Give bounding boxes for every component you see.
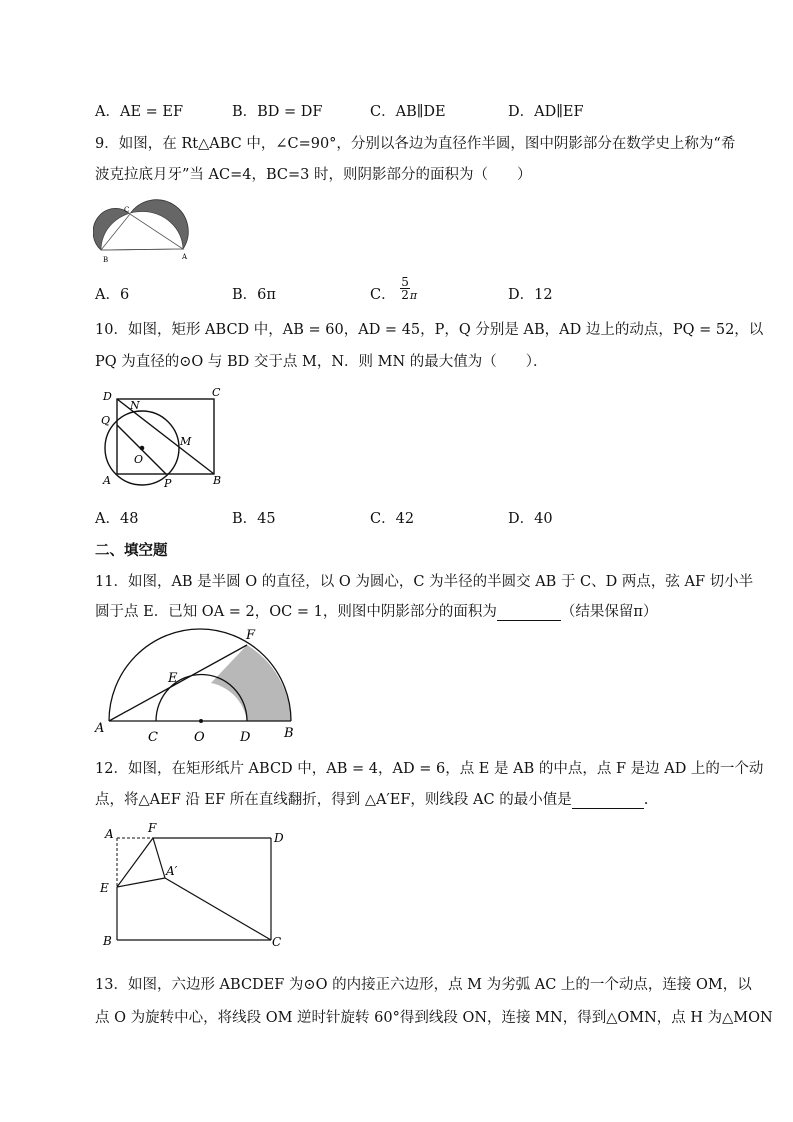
section-heading-fill-blank: 二、填空题 (95, 543, 168, 559)
svg-text:B: B (103, 934, 112, 948)
q10-option-d: D．40 (508, 511, 553, 527)
svg-text:E: E (100, 881, 109, 895)
q9-option-a: A．6 (95, 287, 130, 303)
q12-figure (98, 818, 288, 950)
svg-text:A: A (95, 721, 105, 736)
q8-option-b: B．BD = DF (232, 104, 323, 120)
q11-text-line1: 11．如图，AB 是半圆 O 的直径，以 O 为圆心，C 为半径的半圆交 AB 于 C、D 两点，弦 AF 切小半 (95, 574, 754, 590)
q10-option-a: A．48 (95, 511, 139, 527)
q10-text-line2: PQ 为直径的⊙O 与 BD 交于点 M，N．则 MN 的最大值为（ ）． (95, 354, 548, 370)
svg-text:O: O (134, 453, 144, 466)
q10-option-b: B．45 (232, 511, 276, 527)
q8-option-d: D．AD∥EF (508, 104, 584, 120)
q9-optc-denominator: 2 (401, 287, 409, 302)
svg-text:A′: A′ (166, 864, 178, 878)
svg-text:M: M (180, 435, 192, 448)
q13-text-line2: 点 O 为旋转中心，将线段 OM 逆时针旋转 60°得到线段 ON，连接 MN，得到△OMN，点 H 为△MON (95, 1010, 773, 1026)
q9-option-b: B．6π (232, 287, 276, 303)
svg-text:O: O (194, 730, 205, 744)
q12-answer-blank[interactable] (572, 794, 644, 809)
q10-option-c: C．42 (370, 511, 415, 527)
svg-text:N: N (130, 399, 140, 412)
q9-label-c: C (124, 206, 130, 214)
q11-text-line2: 圆于点 E．已知 OA = 2，OC = 1，则图中阴影部分的面积为 （结果保留π） (95, 604, 658, 620)
q8-option-a: A．AE = EF (95, 104, 184, 120)
q13-text-line1: 13．如图，六边形 ABCDEF 为⊙O 的内接正六边形，点 M 为劣弧 AC 上的一个动点，连接 OM，以 (95, 977, 752, 993)
svg-text:D: D (103, 390, 112, 403)
q10-figure (98, 383, 233, 493)
q9-text-line2: 波克拉底月牙”当 AC=4，BC=3 时，则阴影部分的面积为（ ） (95, 167, 532, 183)
q10-text-line1: 10．如图，矩形 ABCD 中，AB = 60，AD = 45，P，Q 分别是 AB，AD 边上的动点，PQ = 52，以 (95, 322, 764, 338)
q8-option-c: C．AB∥DE (370, 104, 446, 120)
q9-option-c: C． $\frac{5}{2}$ π (370, 274, 418, 303)
q9-optc-numerator: 5 (401, 274, 409, 289)
q9-figure (93, 194, 193, 266)
q9-label-b: B (103, 256, 109, 264)
svg-text:C: C (148, 730, 158, 744)
q9-optc-pi: π (409, 289, 418, 302)
q11-figure (90, 624, 305, 744)
svg-text:A: A (105, 827, 114, 841)
q9-option-d: D．12 (508, 287, 553, 303)
svg-text:P: P (164, 477, 172, 490)
q12-text-line1: 12．如图，在矩形纸片 ABCD 中，AB = 4，AD = 6，点 E 是 AB 的中点，点 F 是边 AD 上的一个动 (95, 761, 764, 777)
q9-text-line1: 9．如图，在 Rt△ABC 中，∠C=90°，分别以各边为直径作半圆，图中阴影部分在数学史上称为“希 (95, 136, 736, 152)
svg-text:A: A (103, 474, 111, 487)
svg-text:C: C (212, 386, 221, 399)
svg-text:F: F (148, 821, 157, 835)
svg-text:F: F (246, 628, 256, 643)
svg-text:B: B (284, 726, 294, 741)
svg-text:E: E (168, 671, 178, 686)
q12-text-line2: 点，将△AEF 沿 EF 所在直线翻折，得到 △A′EF，则线段 AC 的最小值是 . (95, 792, 649, 808)
q11-answer-blank[interactable] (497, 606, 561, 621)
svg-text:D: D (240, 730, 251, 744)
svg-text:Q: Q (101, 414, 111, 427)
svg-text:C: C (272, 935, 282, 949)
q9-label-a: A (182, 253, 188, 261)
svg-text:D: D (274, 831, 284, 845)
svg-text:B: B (213, 474, 222, 487)
